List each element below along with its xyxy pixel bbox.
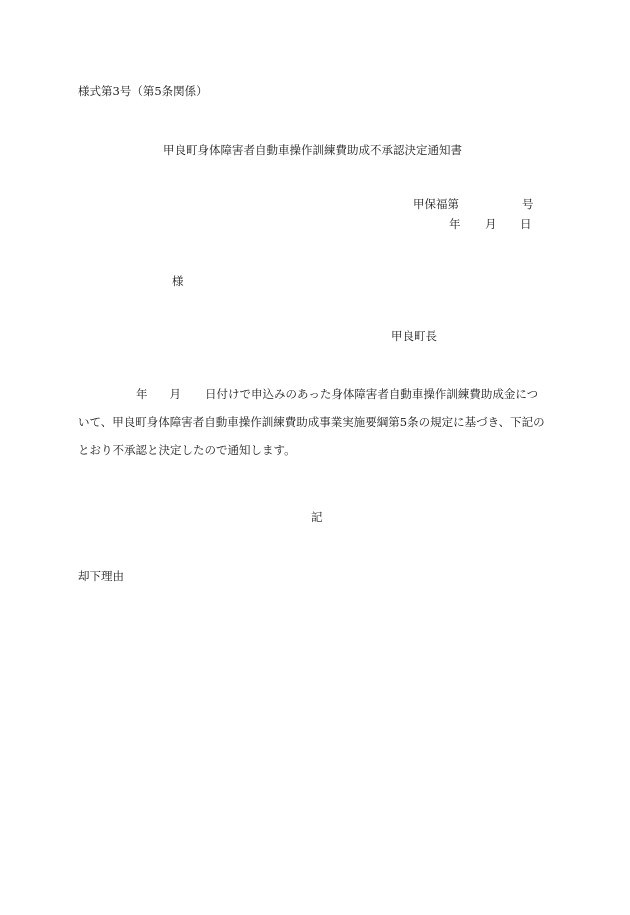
reference-number-prefix: 甲保福第 [413, 197, 459, 211]
document-title: 甲良町身体障害者自動車操作訓練費助成不承認決定通知書 [163, 143, 462, 157]
date-day-label: 日 [520, 217, 532, 231]
issuer-name: 甲良町長 [391, 329, 437, 343]
body-line-3: とおり不承認と決定したので通知します。 [78, 443, 296, 457]
reference-number-suffix: 号 [522, 197, 534, 211]
body-line-1-text: 日付けで申込みのあった身体障害者自動車操作訓練費助成金につ [205, 387, 539, 401]
body-paragraph [78, 380, 556, 464]
body-line-2: いて、甲良町身体障害者自動車操作訓練費助成事業実施要綱第5条の規定に基づき、下記の [78, 415, 545, 429]
recipient-honorific: 様 [172, 274, 184, 288]
ki-marker: 記 [311, 510, 323, 524]
date-month-label: 月 [485, 217, 497, 231]
body-line-1 [78, 380, 556, 408]
date-year-label: 年 [449, 217, 461, 231]
rejection-reason-label: 却下理由 [78, 569, 124, 583]
form-number: 様式第3号（第5条関係） [78, 84, 208, 98]
body-year-label: 年 [136, 387, 148, 401]
body-month-label: 月 [169, 387, 181, 401]
